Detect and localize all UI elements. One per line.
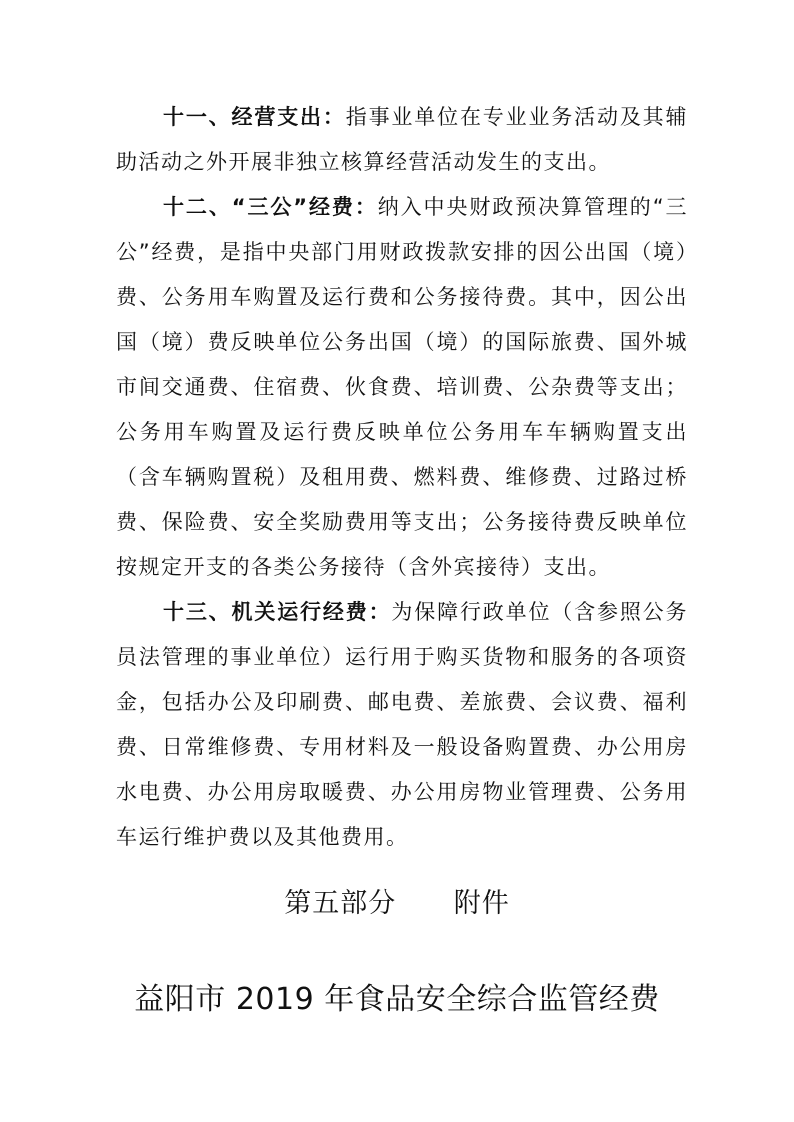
document-title: 益阳市 2019 年食品安全综合监管经费 — [134, 982, 660, 1017]
definition-paragraph-three-public-expenses — [116, 185, 688, 590]
definition-text: 为保障行政单位（含参照公务员法管理的事业单位）运行用于购买货物和服务的各项资金，包括办公及印刷费、邮电费、差旅费、会议费、福利费、日常维修费、专用材料及一般设备购置费、办公用房水电费、办公用房取暖费、办公用房物业管理费、公务用车运行维护费以及其他费用。 — [116, 600, 689, 849]
section-heading: 第五部分 附件 — [284, 888, 510, 919]
definition-term: 十一、经营支出： — [163, 105, 346, 129]
definition-term: 十二、“三公”经费： — [163, 195, 378, 219]
definition-term: 十三、机关运行经费： — [163, 600, 392, 624]
definition-paragraph-operating-expenses — [116, 95, 688, 185]
definition-text: 纳入中央财政预决算管理的“三公”经费，是指中央部门用财政拨款安排的因公出国（境）费、公务用车购置及运行费和公务接待费。其中，因公出国（境）费反映单位公务出国（境）的国际旅费、国外城市间交通费、住宿费、伙食费、培训费、公杂费等支出；公务用车购置及运行费反映单位公务用车车辆购置支出（含车辆购置税）及租用费、燃料费、维修费、过路过桥费、保险费、安全奖励费用等支出；公务接待费反映单位按规定开支的各类公务接待（含外宾接待）支出。 — [116, 195, 688, 579]
definition-paragraph-agency-operating-expenses — [116, 590, 688, 860]
definition-text: 指事业单位在专业业务活动及其辅助活动之外开展非独立核算经营活动发生的支出。 — [116, 105, 689, 174]
definitions-body — [116, 95, 688, 860]
